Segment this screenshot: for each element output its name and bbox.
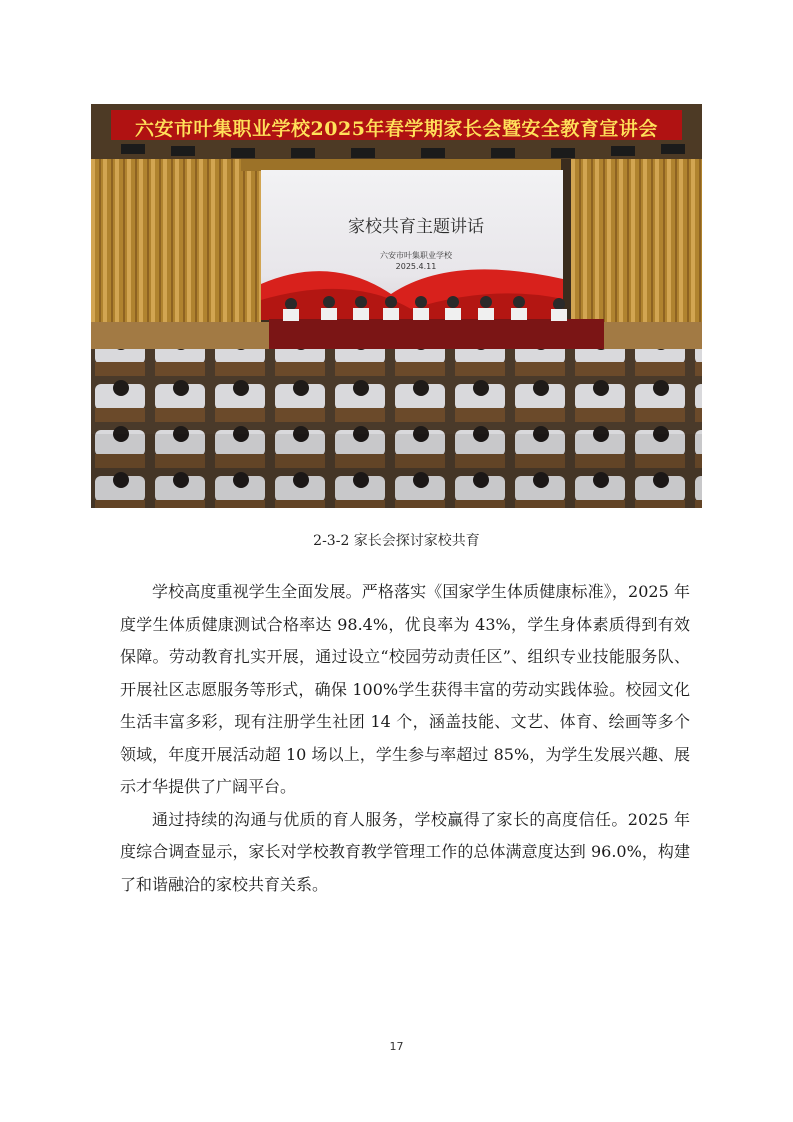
page-number: 17 [389,1040,404,1053]
meeting-photo [91,104,702,508]
meeting-photo-drawing [91,104,702,508]
screen-title: 家校共育主题讲话 [348,217,484,237]
body-text [120,576,690,901]
paragraph: 学校高度重视学生全面发展。严格落实《国家学生体质健康标准》，2025 年度学生体质健康测试合格率达 98.4%，优良率为 43%，学生身体素质得到有效保障。劳动教育扎实开展，通过设立“校园劳动责任区”、组织专业技能服务队、开展社区志愿服务等形式，确保 100%学生获得丰富的劳动实践体验。校园文化生活丰富多彩，现有注册学生社团 14 个，涵盖技能、文艺、体育、绘画等多个领域，年度开展活动超 10 场以上，学生参与率超过 85%，为学生发展兴趣、展示才华提供了广阔平台。 [120,582,690,796]
screen-date: 2025.4.11 [395,262,437,271]
figure-caption: 2-3-2 家长会探讨家校共育 [313,533,480,549]
paragraph: 通过持续的沟通与优质的育人服务，学校赢得了家长的高度信任。2025 年度综合调查显示，家长对学校教育教学管理工作的总体满意度达到 96.0%，构建了和谐融洽的家校共育关系。 [120,809,690,894]
screen-school-name: 六安市叶集职业学校 [380,251,452,260]
banner-text: 六安市叶集职业学校2025年春学期家长会暨安全教育宣讲会 [135,118,658,140]
